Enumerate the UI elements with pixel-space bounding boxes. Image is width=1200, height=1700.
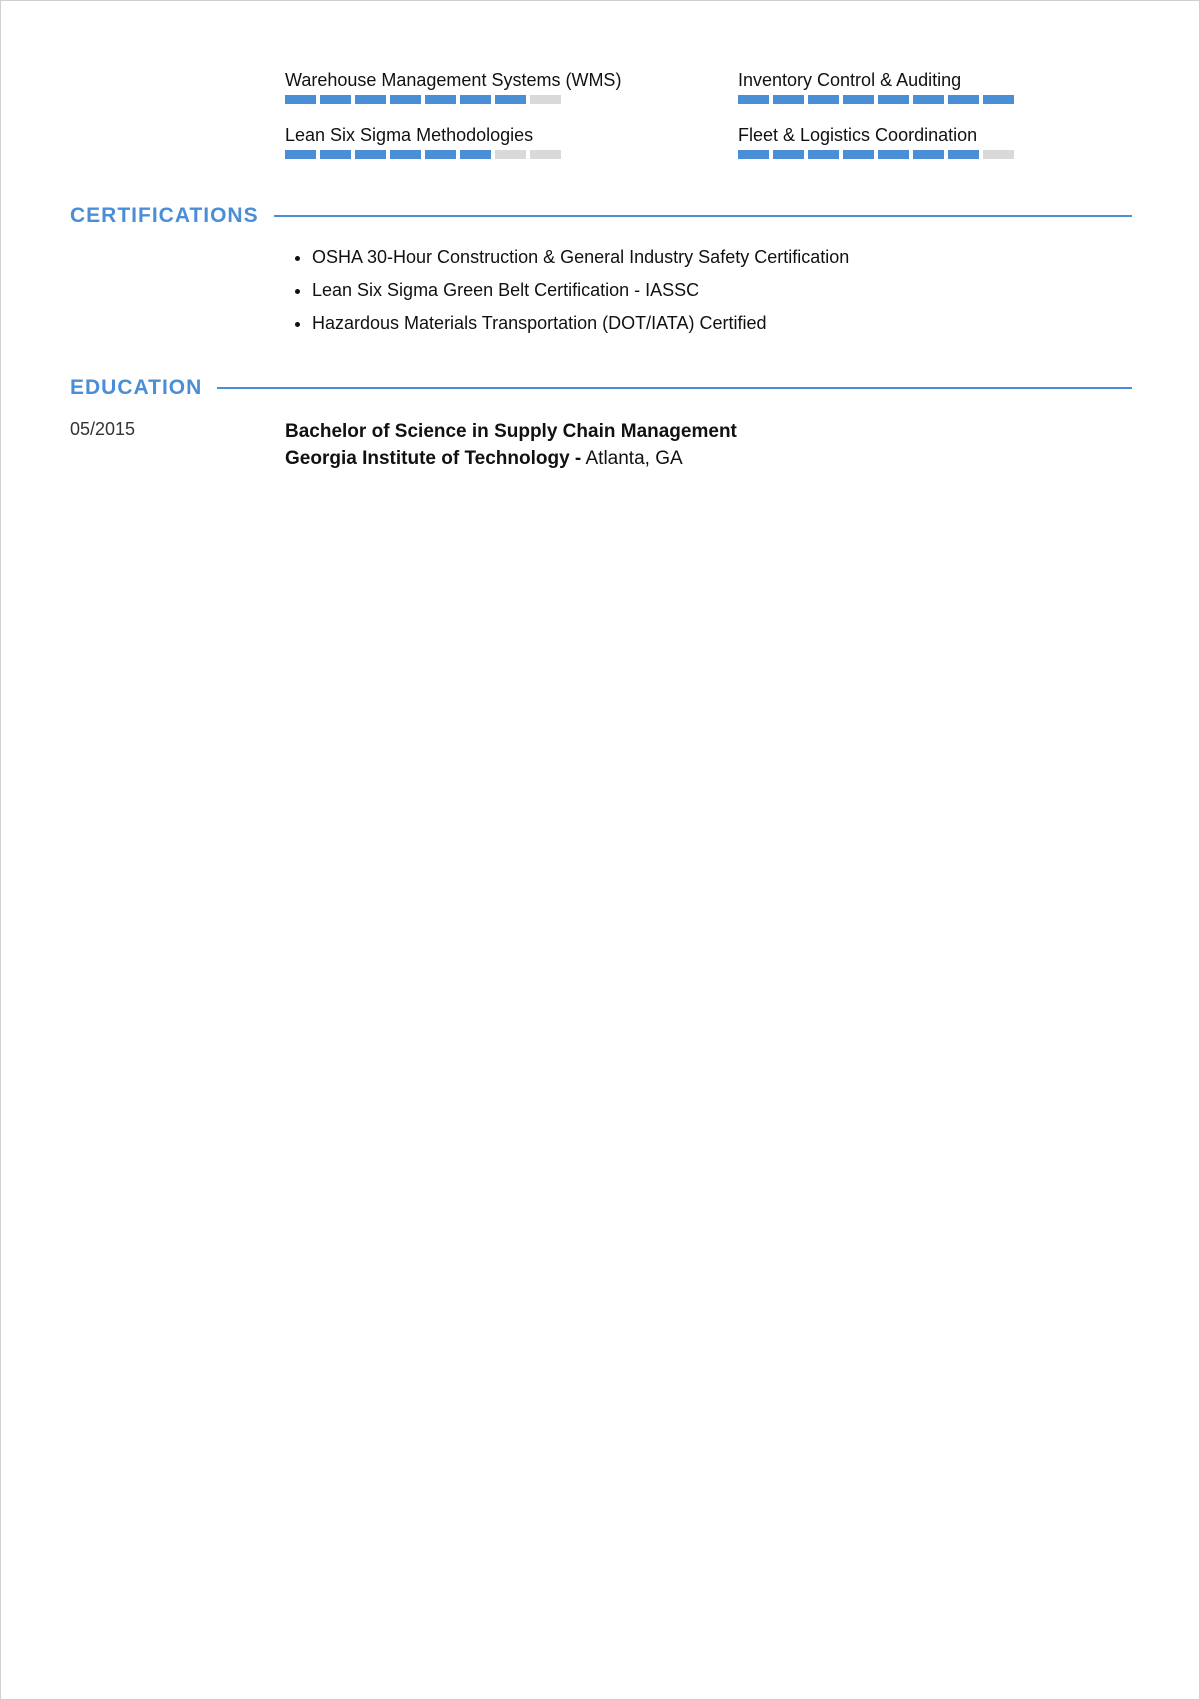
rating-segment-filled xyxy=(878,95,909,104)
rating-segment-filled xyxy=(843,95,874,104)
rating-segment-filled xyxy=(425,95,456,104)
skill-rating-bar xyxy=(738,95,1038,104)
rating-segment-filled xyxy=(808,95,839,104)
education-location: Atlanta, GA xyxy=(585,448,683,469)
rating-segment-filled xyxy=(948,150,979,159)
rating-segment-empty xyxy=(495,150,526,159)
rating-segment-filled xyxy=(773,95,804,104)
rating-segment-filled xyxy=(355,95,386,104)
rating-segment-filled xyxy=(285,95,316,104)
certification-item: • OSHA 30-Hour Construction & General Industry Safety Certification xyxy=(312,246,849,268)
certification-item: • Hazardous Materials Transportation (DOT/IATA) Certified xyxy=(312,312,849,334)
rating-segment-filled xyxy=(390,150,421,159)
rating-segment-filled xyxy=(773,150,804,159)
certifications-header xyxy=(70,204,1132,228)
skill-name: Lean Six Sigma Methodologies xyxy=(285,125,534,145)
rating-segment-filled xyxy=(843,150,874,159)
rating-segment-filled xyxy=(495,95,526,104)
skill-item xyxy=(738,124,1038,159)
education-header xyxy=(70,376,1132,400)
rating-segment-filled xyxy=(425,150,456,159)
education-degree: Bachelor of Science in Supply Chain Management xyxy=(285,421,737,442)
education-entry xyxy=(285,418,737,472)
rating-segment-filled xyxy=(390,95,421,104)
certifications-title: CERTIFICATIONS xyxy=(70,204,259,227)
certifications-list xyxy=(285,246,849,345)
rating-segment-filled xyxy=(913,150,944,159)
skill-rating-bar xyxy=(738,150,1038,159)
skill-item xyxy=(738,69,1038,104)
rating-segment-empty xyxy=(983,150,1014,159)
skill-name: Warehouse Management Systems (WMS) xyxy=(285,70,622,90)
education-school: Georgia Institute of Technology - xyxy=(285,448,582,469)
rating-segment-filled xyxy=(320,95,351,104)
rating-segment-filled xyxy=(948,95,979,104)
rating-segment-filled xyxy=(285,150,316,159)
rating-segment-filled xyxy=(460,95,491,104)
skill-rating-bar xyxy=(285,95,738,104)
rating-segment-filled xyxy=(738,95,769,104)
skill-item xyxy=(285,124,738,159)
rating-segment-filled xyxy=(460,150,491,159)
education-title: EDUCATION xyxy=(70,376,203,399)
rating-segment-filled xyxy=(808,150,839,159)
skill-name: Fleet & Logistics Coordination xyxy=(738,125,978,145)
rating-segment-filled xyxy=(878,150,909,159)
skill-rating-bar xyxy=(285,150,738,159)
skills-grid xyxy=(285,69,978,159)
certification-item: • Lean Six Sigma Green Belt Certification - IASSC xyxy=(312,279,849,301)
education-date: 05/2015 xyxy=(70,419,136,439)
section-divider xyxy=(217,387,1132,389)
rating-segment-filled xyxy=(355,150,386,159)
rating-segment-filled xyxy=(320,150,351,159)
skill-item xyxy=(285,69,738,104)
education-school-line xyxy=(285,445,737,472)
rating-segment-empty xyxy=(530,95,561,104)
rating-segment-empty xyxy=(530,150,561,159)
rating-segment-filled xyxy=(983,95,1014,104)
rating-segment-filled xyxy=(913,95,944,104)
skill-name: Inventory Control & Auditing xyxy=(738,70,962,90)
rating-segment-filled xyxy=(738,150,769,159)
section-divider xyxy=(274,215,1132,217)
